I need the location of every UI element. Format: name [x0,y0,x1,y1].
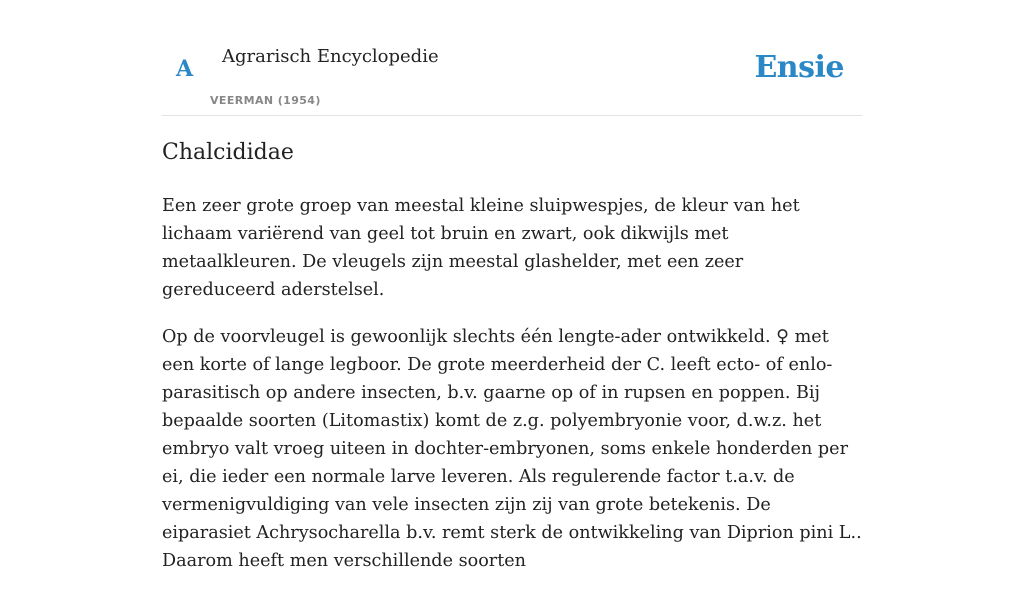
article-paragraph: Een zeer grote groep van meestal kleine sluipwespjes, de kleur van het lichaam variërend van geel tot bruin en zwart, ook dikwijls met metaalkleuren. De vleugels zijn meestal glashelder, met een zeer gereduceerd aderstelsel. [162,196,800,300]
book-title-link[interactable]: Agrarisch Encyclopedie [222,46,439,67]
index-letter-link[interactable]: A [176,56,194,82]
book-author: VEERMAN (1954) [210,94,321,107]
article-paragraph: Op de voorvleugel is gewoonlijk slechts één lengte-ader ontwikkeld. ♀ met een korte of lange legboor. De grote meerderheid der C. leeft ecto- of enlo-parasitisch op andere insecten, b.v. gaarne op of in rupsen en poppen. Bij bepaalde soorten (Litomastix) komt de z.g. polyembryonie voor, d.w.z. het embryo valt vroeg uiteen in dochter-embryonen, soms enkele honderden per ei, die ieder een normale larve leveren. Als regulerende factor t.a.v. de vermenigvuldiging van vele insecten zijn zij van grote betekenis. De eiparasiet Achrysocharella b.v. remt sterk de ontwikkeling van Diprion pini L.. Daarom heeft men verschillende soorten [162,327,862,571]
book-header [162,0,862,116]
ensie-logo-link[interactable]: Ensie [754,50,844,85]
article-body [162,192,862,594]
article-headword: Chalcididae [162,140,294,165]
